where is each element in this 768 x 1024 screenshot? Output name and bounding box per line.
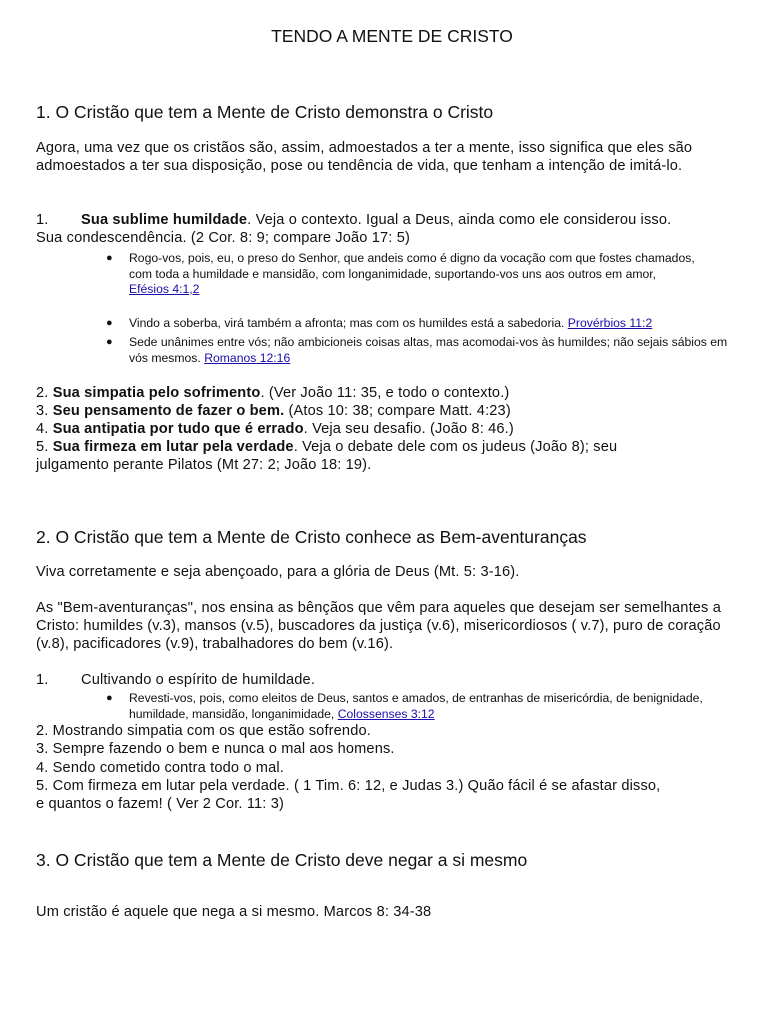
item-bold: Sua simpatia pelo sofrimento <box>52 385 261 401</box>
item-text: . Veja o debate dele com os judeus (João 8); seu <box>293 439 618 455</box>
bullet-item <box>106 335 739 366</box>
item-bold: Seu pensamento de fazer o bem. <box>52 403 285 419</box>
section-2-item-4: 4. Sendo cometido contra todo o mal. <box>36 760 284 776</box>
section-2-item-1 <box>36 671 315 689</box>
document-title: TENDO A MENTE DE CRISTO <box>271 26 513 46</box>
item-number: 1. <box>36 672 49 688</box>
scripture-link[interactable]: Colossenses 3:12 <box>337 706 435 721</box>
section-1-item-4 <box>36 420 514 438</box>
bullet-item <box>106 316 739 332</box>
item-bold: Sua firmeza em lutar pela verdade <box>52 439 294 455</box>
item-text: . Veja o contexto. Igual a Deus, ainda como ele considerou isso. <box>247 212 672 228</box>
bullet-text: Rogo-vos, pois, eu, o preso do Senhor, que andeis como é digno da vocação com que fostes chamados, <box>129 251 695 265</box>
section-2-paragraph-1: Viva corretamente e seja abençoado, para a glória de Deus (Mt. 5: 3-16). <box>36 564 520 580</box>
section-2-heading: 2. O Cristão que tem a Mente de Cristo conhece as Bem-aventuranças <box>36 527 587 547</box>
section-1-item-1-continued: Sua condescendência. (2 Cor. 8: 9; compare João 17: 5) <box>36 230 410 246</box>
section-1-item-2 <box>36 384 509 402</box>
section-3-heading: 3. O Cristão que tem a Mente de Cristo deve negar a si mesmo <box>36 850 528 870</box>
bullet-item <box>106 691 739 722</box>
section-1-intro: Agora, uma vez que os cristãos são, assim, admoestados a ter a mente, isso significa que eles são admoestados a ter sua disposição, pose ou tendência de vida, que tenham a intenção de imitá-lo. <box>36 140 693 174</box>
bullet-icon: ● <box>106 317 113 329</box>
item-text: . (Ver João 11: 35, e todo o contexto.) <box>260 385 510 401</box>
bullet-text: Revesti-vos, pois, como eleitos de Deus, santos e amados, de entranhas de misericórdia, de benignidade, humildade, mansidão, longanimidade, <box>129 691 703 721</box>
item-number: 3. <box>36 403 49 419</box>
section-1-item-3 <box>36 402 511 420</box>
bullet-item <box>106 251 739 298</box>
bullet-icon: ● <box>106 336 113 348</box>
bullet-icon: ● <box>106 252 113 264</box>
section-2-item-3: 3. Sempre fazendo o bem e nunca o mal aos homens. <box>36 741 395 757</box>
item-number: 2. <box>36 385 49 401</box>
item-text: . Veja seu desafio. (João 8: 46.) <box>303 421 514 437</box>
bullet-icon: ● <box>106 692 113 704</box>
bullet-text: Vindo a soberba, virá também a afronta; mas com os humildes está a sabedoria. <box>129 316 565 330</box>
scripture-link[interactable]: Romanos 12:16 <box>204 350 291 365</box>
bullet-text: Sede unânimes entre vós; não ambicioneis coisas altas, mas acomodai-vos às humildes; não sejais sábios em vós mesmos. <box>129 335 728 365</box>
section-1-item-5-continued: julgamento perante Pilatos (Mt 27: 2; João 18: 19). <box>36 457 372 473</box>
section-3-paragraph-1: Um cristão é aquele que nega a si mesmo. Marcos 8: 34-38 <box>36 904 432 920</box>
section-1-item-1 <box>36 211 671 229</box>
section-2-item-5-continued: e quantos o fazem! ( Ver 2 Cor. 11: 3) <box>36 796 284 812</box>
scripture-link[interactable]: Efésios 4:1,2 <box>129 282 200 296</box>
scripture-link[interactable]: Provérbios 11:2 <box>567 316 653 330</box>
item-number: 1. <box>36 212 49 228</box>
item-text: Cultivando o espírito de humildade. <box>81 672 316 688</box>
item-text: (Atos 10: 38; compare Matt. 4:23) <box>284 403 511 419</box>
item-number: 4. <box>36 421 49 437</box>
item-bold: Sua sublime humildade <box>81 212 248 228</box>
item-bold: Sua antipatia por tudo que é errado <box>52 421 304 437</box>
section-1-heading: 1. O Cristão que tem a Mente de Cristo demonstra o Cristo <box>36 102 494 122</box>
section-2-item-5: 5. Com firmeza em lutar pela verdade. ( 1 Tim. 6: 12, e Judas 3.) Quão fácil é se afastar disso, <box>36 778 661 794</box>
bullet-text: com toda a humildade e mansidão, com longanimidade, suportando-vos uns aos outros em amor, <box>129 266 657 281</box>
section-2-item-2: 2. Mostrando simpatia com os que estão sofrendo. <box>36 723 371 739</box>
section-2-paragraph-2: As "Bem-aventuranças", nos ensina as bênçãos que vêm para aqueles que desejam ser semelhantes a Cristo: humildes (v.3), mansos (v.5), buscadores da justiça (v.6), misericordiosos ( v.7), puro de coração (v.8), pacificadores (v.9), trabalhadores do bem (v.16). <box>36 600 721 652</box>
item-number: 5. <box>36 439 49 455</box>
section-1-item-5 <box>36 438 617 456</box>
